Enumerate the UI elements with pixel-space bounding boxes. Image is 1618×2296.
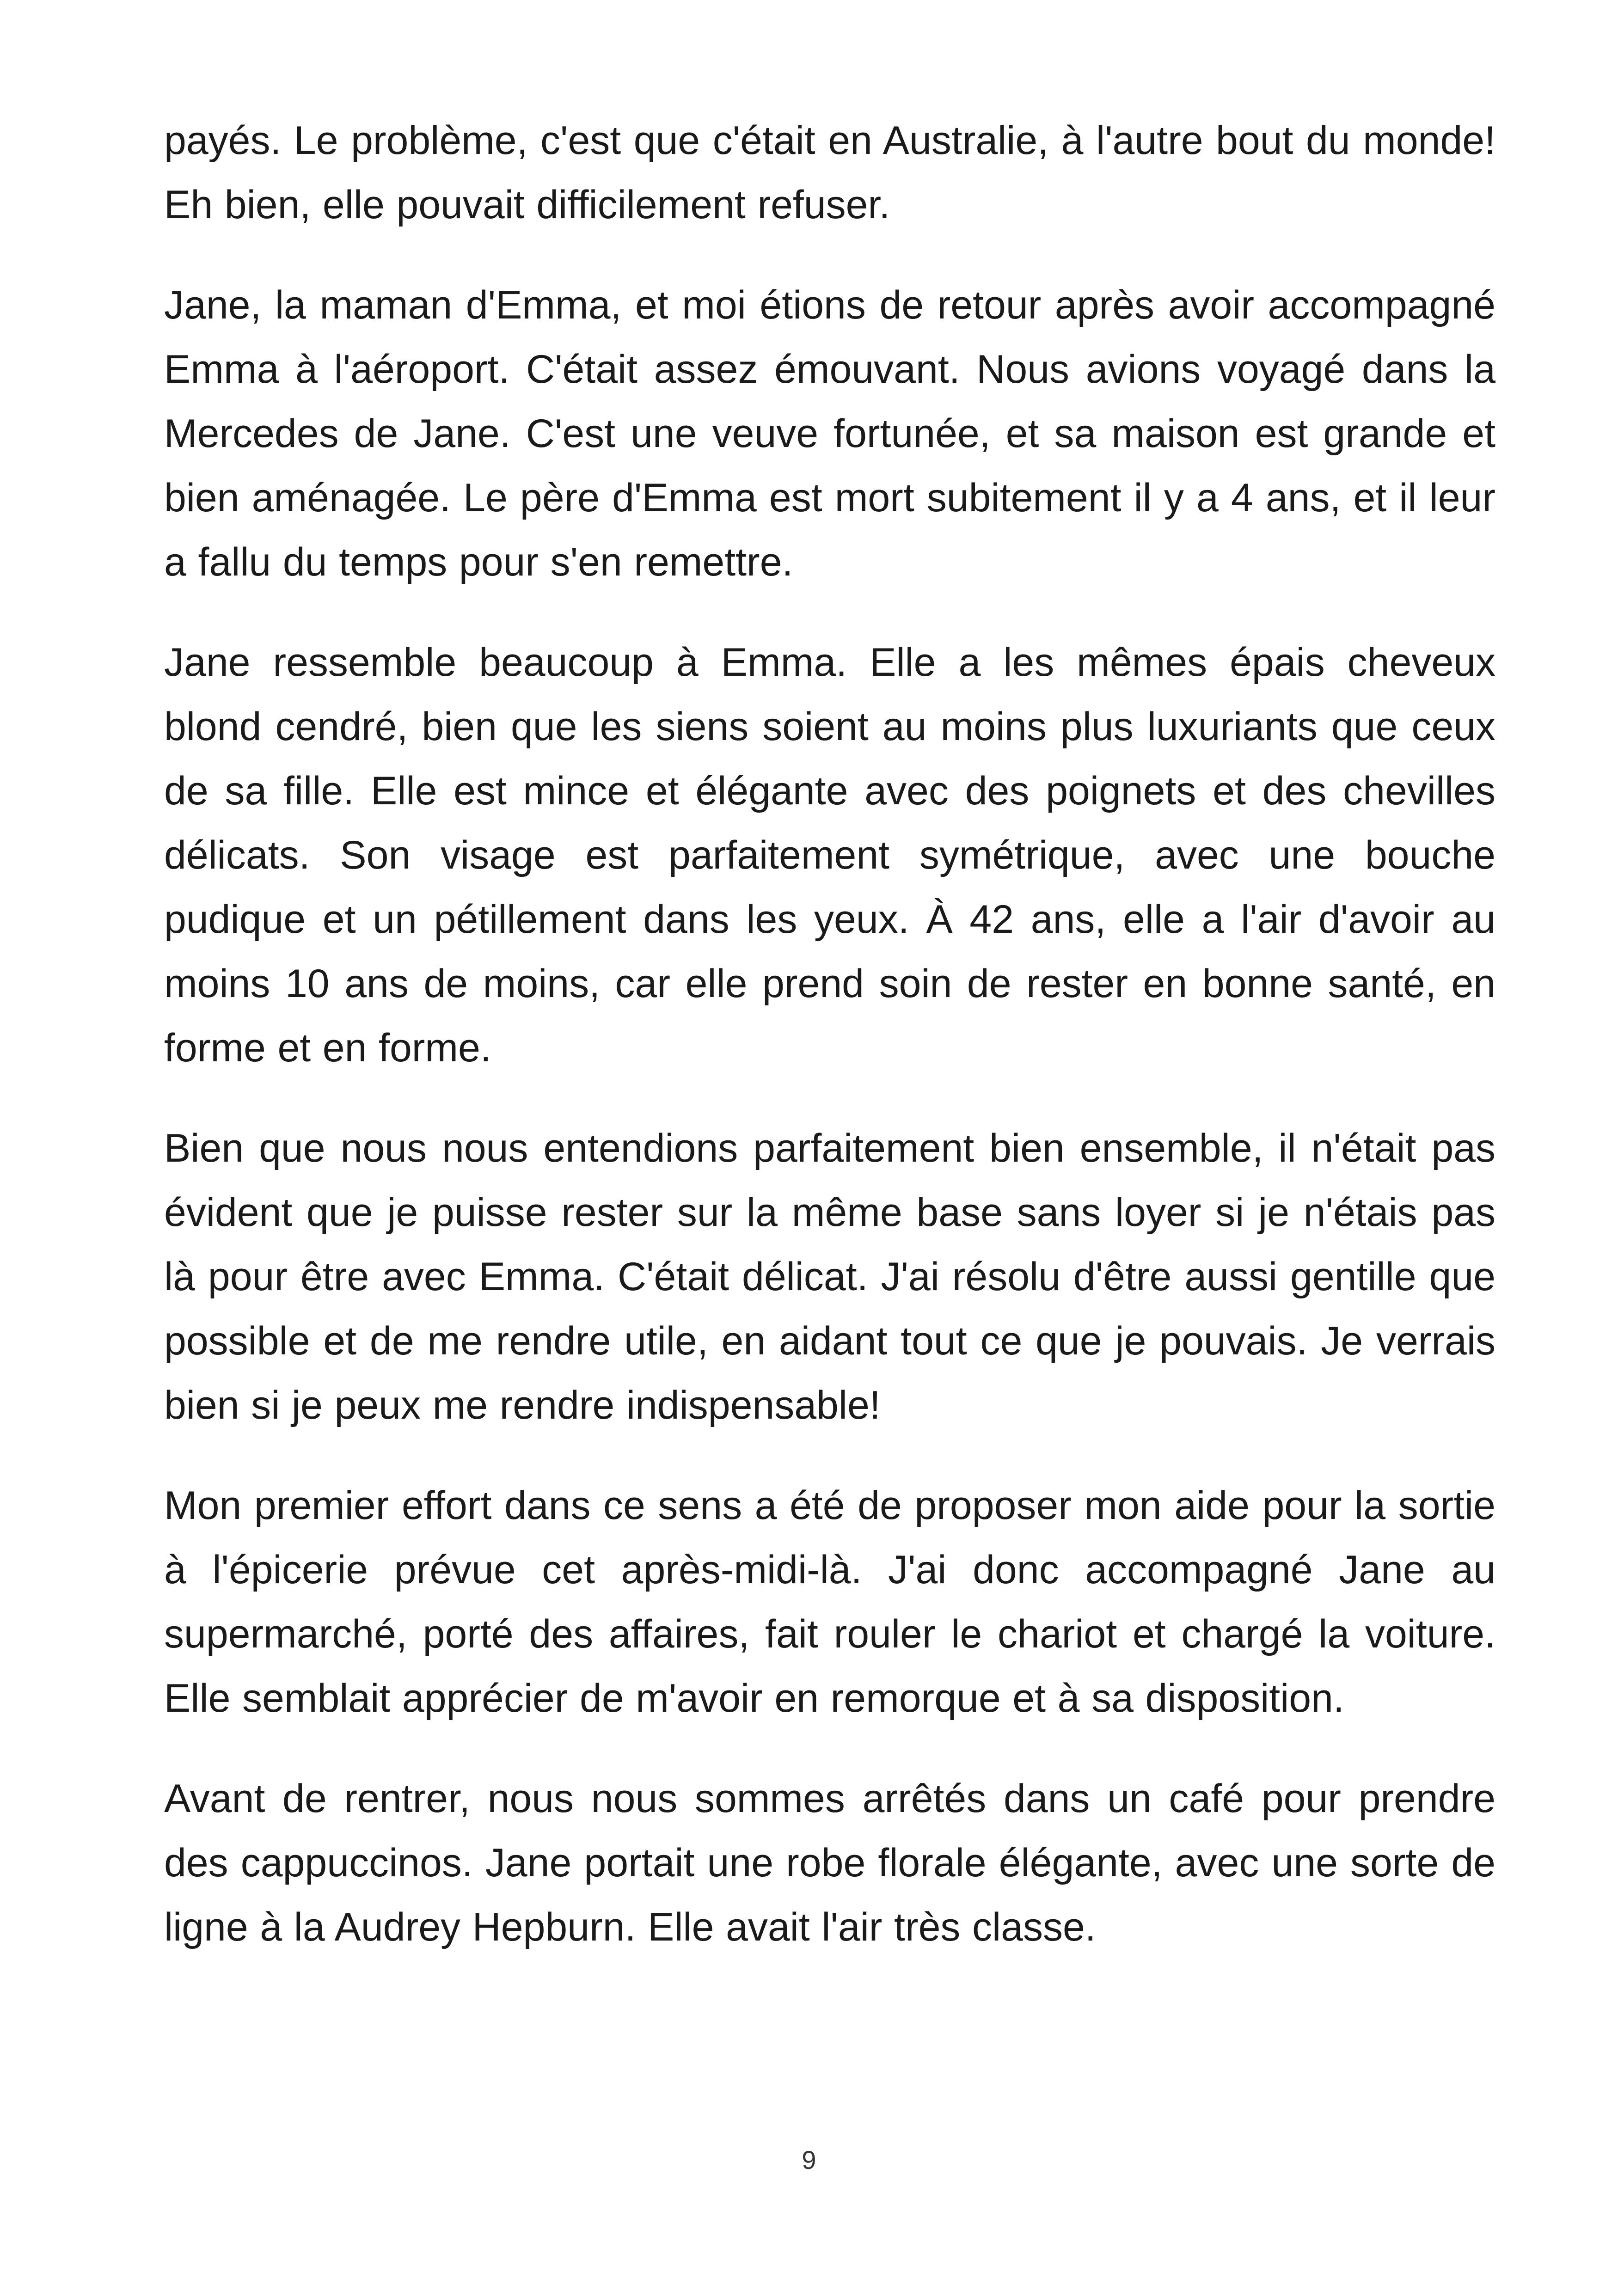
paragraph: Jane, la maman d'Emma, et moi étions de retour après avoir accompagné Emma à l'aéroport. C'était assez émouvant. Nous avions voyagé dans la Mercedes de Jane. C'est une veuve fortunée, et sa maison est grande et bien aménagée. Le père d'Emma est mort subitement il y a 4 ans, et il leur a fallu du temps pour s'en remettre. [164,283,1495,584]
paragraph: payés. Le problème, c'est que c'était en Australie, à l'autre bout du monde! Eh bien, elle pouvait difficilement refuser. [164,118,1495,227]
paragraph: Avant de rentrer, nous nous sommes arrêtés dans un café pour prendre des cappuccinos. Jane portait une robe florale élégante, avec une sorte de ligne à la Audrey Hepburn. Elle avait l'air très classe. [164,1776,1495,1949]
paragraph: Mon premier effort dans ce sens a été de proposer mon aide pour la sortie à l'épicerie prévue cet après-midi-là. J'ai donc accompagné Jane au supermarché, porté des affaires, fait rouler le chariot et chargé la voiture. Elle semblait apprécier de m'avoir en remorque et à sa disposition. [164,1483,1495,1720]
page-number: 9 [802,2145,816,2174]
paragraph: Bien que nous nous entendions parfaitement bien ensemble, il n'était pas évident que je puisse rester sur la même base sans loyer si je n'étais pas là pour être avec Emma. C'était délicat. J'ai résolu d'être aussi gentille que possible et de me rendre utile, en aidant tout ce que je pouvais. Je verrais bien si je peux me rendre indispensable! [164,1126,1495,1427]
paragraph: Jane ressemble beaucoup à Emma. Elle a les mêmes épais cheveux blond cendré, bien que les siens soient au moins plus luxuriants que ceux de sa fille. Elle est mince et élégante avec des poignets et des chevilles délicats. Son visage est parfaitement symétrique, avec une bouche pudique et un pétillement dans les yeux. À 42 ans, elle a l'air d'avoir au moins 10 ans de moins, car elle prend soin de rester en bonne santé, en forme et en forme. [164,640,1495,1070]
body-text [164,109,1495,1996]
